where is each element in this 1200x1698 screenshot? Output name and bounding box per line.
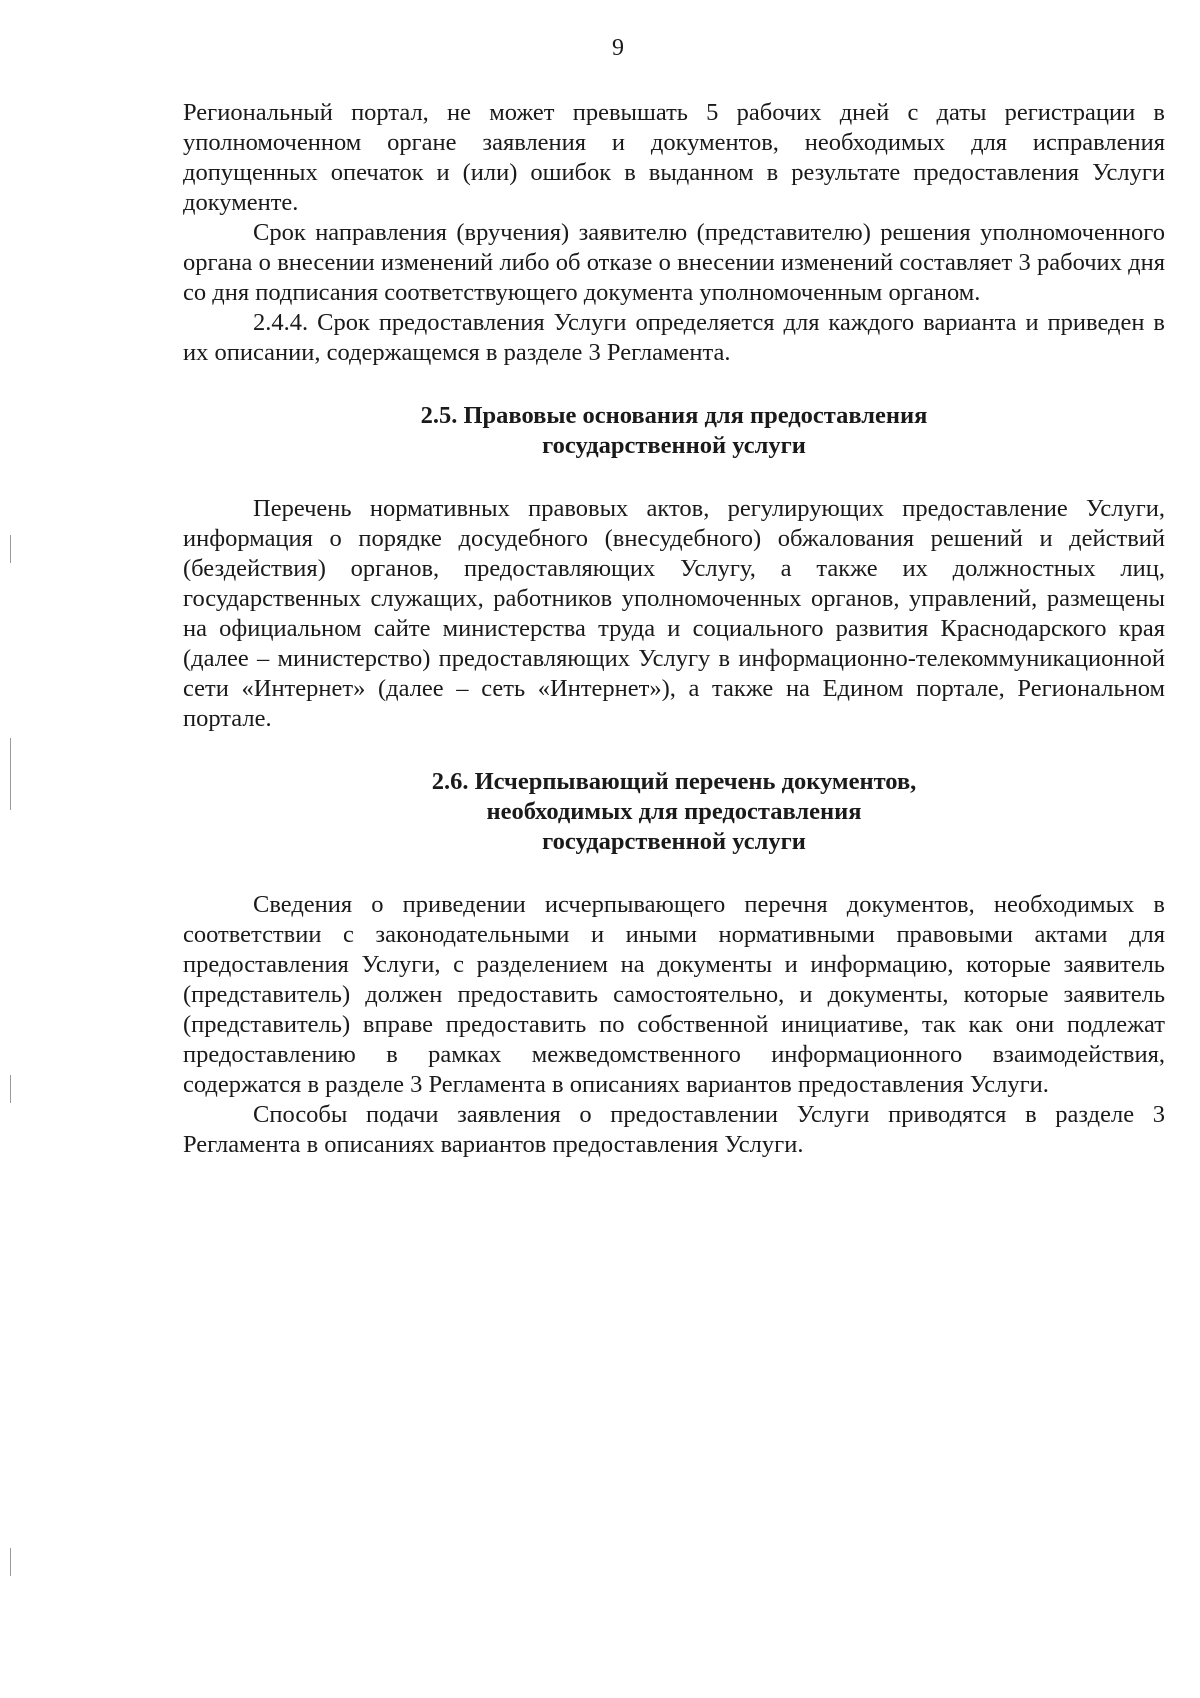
scan-margin-mark — [10, 535, 11, 563]
paragraph-2-6-2: Способы подачи заявления о предоставлении Услуги приводятся в разделе 3 Регламента в описаниях вариантов предоставления Услуги. — [183, 1101, 1165, 1158]
scan-margin-mark — [10, 1548, 11, 1576]
paragraph-2-6-1: Сведения о приведении исчерпывающего перечня документов, необходимых в соответствии с законодательными и иными нормативными правовыми актами для предоставления Услуги, с разделением на документы и информацию, которые заявитель (представитель) должен предоставить самостоятельно, и документы, которые заявитель (представитель) вправе предоставить по собственной инициативе, так как они подлежат предоставлению в рамках межведомственного информационного взаимодействия, содержатся в разделе 3 Регламента в описаниях вариантов предоставления Услуги. — [183, 891, 1165, 1098]
heading-line: 2.6. Исчерпывающий перечень документов, — [431, 768, 917, 795]
heading-line: необходимых для предоставления — [486, 798, 862, 825]
heading-line: 2.5. Правовые основания для предоставления — [420, 402, 928, 429]
paragraph-intro-3: 2.4.4. Срок предоставления Услуги определяется для каждого варианта и приведен в их описании, содержащемся в разделе 3 Регламента. — [183, 309, 1165, 366]
heading-line: государственной услуги — [542, 828, 806, 855]
scan-margin-mark — [10, 1075, 11, 1103]
heading-line: государственной услуги — [542, 432, 806, 459]
document-body — [183, 98, 1165, 1160]
scan-margin-mark — [10, 738, 11, 810]
section-heading-2-5 — [183, 401, 1165, 461]
paragraph-intro-2: Срок направления (вручения) заявителю (представителю) решения уполномоченного органа о внесении изменений либо об отказе о внесении изменений составляет 3 рабочих дня со дня подписания соответствующего документа уполномоченным органом. — [183, 219, 1165, 306]
paragraph-2-5: Перечень нормативных правовых актов, регулирующих предоставление Услуги, информация о порядке досудебного (внесудебного) обжалования решений и действий (бездействия) органов, предоставляющих Услугу, а также их должностных лиц, государственных служащих, работников уполномоченных органов, управлений, размещены на официальном сайте министерства труда и социального развития Краснодарского края (далее – министерство) предоставляющих Услугу в информационно-телекоммуникационной сети «Интернет» (далее – сеть «Интернет»), а также на Едином портале, Региональном портале. — [183, 495, 1165, 732]
section-heading-2-6 — [183, 767, 1165, 857]
paragraph-intro-1: Региональный портал, не может превышать 5 рабочих дней с даты регистрации в уполномоченном органе заявления и документов, необходимых для исправления допущенных опечаток и (или) ошибок в выданном в результате предоставления Услуги документе. — [183, 99, 1165, 216]
page-number: 9 — [612, 35, 624, 61]
